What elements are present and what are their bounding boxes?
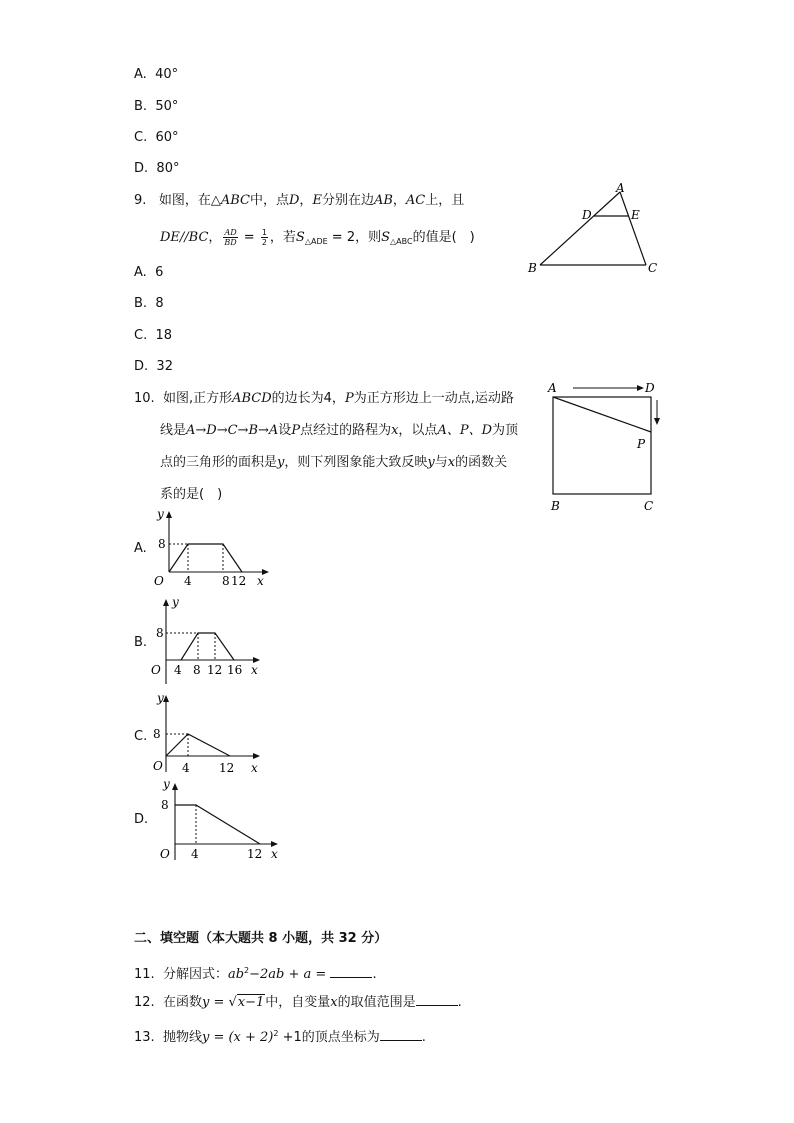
svg-text:O: O [160,847,170,861]
svg-text:12: 12 [247,847,263,861]
svg-text:8: 8 [222,574,230,588]
svg-text:8: 8 [156,626,164,640]
q10-option-c-graph [150,690,280,776]
q10-number: 10. [134,391,155,406]
svg-text:12: 12 [231,574,247,588]
svg-text:16: 16 [227,663,243,677]
svg-text:x: x [257,574,264,588]
q10-option-d-graph [150,778,290,864]
svg-text:8: 8 [161,798,169,812]
q10-square-figure [545,378,675,518]
svg-text:O: O [153,759,163,773]
svg-text:B: B [551,499,560,513]
q9-triangle-figure [525,182,665,277]
label-b: B [528,261,537,275]
svg-text:4: 4 [184,574,192,588]
q9-question-line2: DE//BC， $\frac{AD}{BD}$ = $\frac{1}{2}$ ，若$S_{\triangle ADE} = 2$，则$S_{\triangle ABC}$的值是( ) [160,228,475,247]
svg-text:y: y [157,691,164,705]
svg-text:8: 8 [158,537,166,551]
q10-option-c-letter: C. [134,729,148,744]
svg-text:P: P [637,437,646,451]
q8-option-a: A. 40° [134,67,179,82]
q8-option-d: D. 80° [134,161,180,176]
svg-text:x: x [271,847,278,861]
q10-option-a-graph [150,506,280,592]
q10-option-d-letter: D. [134,812,149,827]
q9-option-a: A. 6 [134,265,164,280]
svg-text:D: D [645,381,655,395]
q9-option-d: D. 32 [134,359,173,374]
q10-question-line2: 线是A→D→C→B→A设P点经过的路程为x，以点A、P、D为顶 [160,423,519,438]
label-c: C [648,261,658,275]
q9-number: 9. [134,193,147,208]
svg-text:4: 4 [182,761,190,775]
q9-option-b: B. 8 [134,296,164,311]
q10-question-line3: 点的三角形的面积是y，则下列图象能大致反映y与x的函数关 [160,455,508,470]
svg-text:y: y [172,595,179,609]
svg-text:y: y [157,507,164,521]
q8-option-b: B. 50° [134,99,179,114]
q13-question: 13. 抛物线$y = (x + 2)^2 +1$的顶点坐标为 . [134,1029,426,1045]
q10-question-line1: 10. 如图,正方形ABCD的边长为4，P为正方形边上一动点,运动路 [134,391,514,406]
svg-text:C: C [644,499,654,513]
q10-question-line4: 系的是( ) [160,487,223,502]
label-a: A [616,181,625,195]
svg-text:8: 8 [153,727,161,741]
svg-text:12: 12 [219,761,235,775]
q10-option-b-letter: B. [134,635,148,650]
q10-option-b-graph [150,594,280,684]
q13-answer-blank[interactable] [380,1028,422,1041]
q9-option-c: C. 18 [134,328,173,343]
q9-question-line1: 9. 如图，在△ABC中，点D，E分别在边AB，AC上，且 [134,193,465,208]
svg-text:12: 12 [207,663,223,677]
svg-text:A: A [548,381,557,395]
section-heading: 二、填空题（本大题共 8 小题，共 32 分） [134,931,388,946]
svg-text:y: y [163,777,170,791]
svg-text:x: x [251,761,258,775]
q8-option-c: C. 60° [134,130,179,145]
q12-answer-blank[interactable] [416,993,458,1006]
label-e: E [631,208,640,222]
q10-option-a-letter: A. [134,541,147,556]
svg-text:x: x [251,663,258,677]
svg-text:8: 8 [193,663,201,677]
q12-question: 12. 在函数y = √x−1中，自变量x的取值范围是 . [134,995,462,1010]
svg-text:4: 4 [174,663,182,677]
q11-answer-blank[interactable] [330,965,372,978]
svg-text:4: 4 [191,847,199,861]
q11-question: 11. 分解因式：$ab^2-2ab + a$ = . [134,966,377,982]
svg-text:O: O [151,663,161,677]
label-d: D [582,208,592,222]
svg-text:O: O [154,574,164,588]
